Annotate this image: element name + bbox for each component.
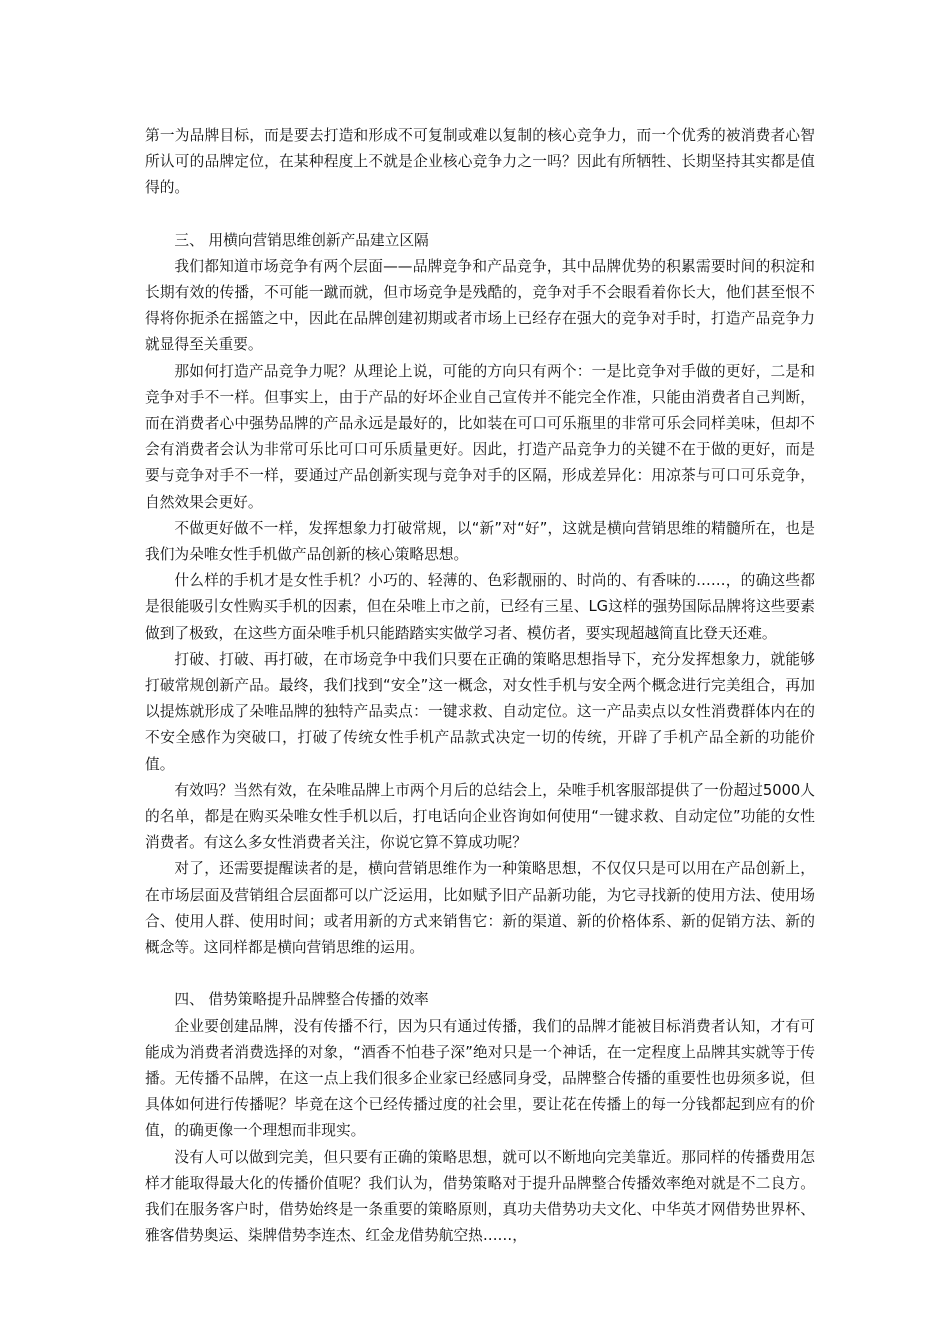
section-3-heading: 三、 用横向营销思维创新产品建立区隔 xyxy=(174,231,429,249)
section-3-paragraph-2: 那如何打造产品竞争力呢？从理论上说，可能的方向只有两个：一是比竞争对手做的更好，二是和竞争对手不一样。但事实上，由于产品的好坏企业自己宣传并不能完全作准，只能由消费者自己判断，而在消费者心中强势品牌的产品永远是最好的，比如装在可口可乐瓶里的非常可乐会同样美味，但却不会有消费者会认为非常可乐比可口可乐质量更好。因此，打造产品竞争力的关键不在于做的更好，而是要与竞争对手不一样，要通过产品创新实现与竞争对手的区隔，形成差异化：用凉茶与可口可乐竞争，自然效果会更好。 xyxy=(145,362,815,511)
section-4-paragraph-1: 企业要创建品牌，没有传播不行，因为只有通过传播，我们的品牌才能被目标消费者认知，才有可能成为消费者消费选择的对象，“酒香不怕巷子深”绝对只是一个神话，在一定程度上品牌其实就等于传播。无传播不品牌，在这一点上我们很多企业家已经感同身受，品牌整合传播的重要性也毋须多说，但具体如何进行传播呢？毕竟在这个已经传播过度的社会里，要让花在传播上的每一分钱都起到应有的价值，的确更像一个理想而非现实。 xyxy=(145,1017,815,1140)
section-gap xyxy=(145,202,815,228)
section-3-paragraph-1: 我们都知道市场竞争有两个层面——品牌竞争和产品竞争，其中品牌优势的积累需要时间的积淀和长期有效的传播，不可能一蹴而就，但市场竞争是残酷的，竞争对手不会眼看着你长大，他们甚至恨不得将你扼杀在摇篮之中，因此在品牌创建初期或者市场上已经存在强大的竞争对手时，打造产品竞争力就显得至关重要。 xyxy=(145,257,815,354)
section-gap xyxy=(145,961,815,987)
section-3-paragraph-3: 不做更好做不一样，发挥想象力打破常规，以“新”对“好”，这就是横向营销思维的精髓所在，也是我们为朵唯女性手机做产品创新的核心策略思想。 xyxy=(145,519,815,564)
document-body xyxy=(145,123,815,1249)
intro-paragraph: 第一为品牌目标，而是要去打造和形成不可复制或难以复制的核心竞争力，而一个优秀的被消费者心智所认可的品牌定位，在某种程度上不就是企业核心竞争力之一吗？因此有所牺牲、长期坚持其实都是值得的。 xyxy=(145,127,815,197)
section-3-paragraph-7: 对了，还需要提醒读者的是，横向营销思维作为一种策略思想，不仅仅只是可以用在产品创新上，在市场层面及营销组合层面都可以广泛运用，比如赋予旧产品新功能，为它寻找新的使用方法、使用场合、使用人群、使用时间；或者用新的方式来销售它：新的渠道、新的价格体系、新的促销方法、新的概念等。这同样都是横向营销思维的运用。 xyxy=(145,860,815,957)
section-3-paragraph-6: 有效吗？当然有效，在朵唯品牌上市两个月后的总结会上，朵唯手机客服部提供了一份超过5000人的名单，都是在购买朵唯女性手机以后，打电话向企业咨询如何使用“一键求救、自动定位”功能的女性消费者。有这么多女性消费者关注，你说它算不算成功呢？ xyxy=(145,781,815,852)
section-3-paragraph-4: 什么样的手机才是女性手机？小巧的、轻薄的、色彩靓丽的、时尚的、有香味的……，的确这些都是很能吸引女性购买手机的因素，但在朵唯上市之前，已经有三星、LG这样的强势国际品牌将这些要素做到了极致，在这些方面朵唯手机只能踏踏实实做学习者、模仿者，要实现超越简直比登天还难。 xyxy=(145,572,815,642)
section-3-paragraph-5: 打破、打破、再打破，在市场竞争中我们只要在正确的策略思想指导下，充分发挥想象力，就能够打破常规创新产品。最终，我们找到“安全”这一概念，对女性手机与安全两个概念进行完美组合，再加以提炼就形成了朵唯品牌的独特产品卖点：一键求救、自动定位。这一产品卖点以女性消费群体内在的不安全感作为突破口，打破了传统女性手机产品款式决定一切的传统，开辟了手机产品全新的功能价值。 xyxy=(145,650,815,773)
section-4-paragraph-2: 没有人可以做到完美，但只要有正确的策略思想，就可以不断地向完美靠近。那同样的传播费用怎样才能取得最大化的传播价值呢？我们认为，借势策略对于提升品牌整合传播效率绝对就是不二良方。我们在服务客户时，借势始终是一条重要的策略原则，真功夫借势功夫文化、中华英才网借势世界杯、雅客借势奥运、柒牌借势李连杰、红金龙借势航空热……， xyxy=(145,1148,815,1245)
section-4-heading: 四、 借势策略提升品牌整合传播的效率 xyxy=(174,991,429,1009)
